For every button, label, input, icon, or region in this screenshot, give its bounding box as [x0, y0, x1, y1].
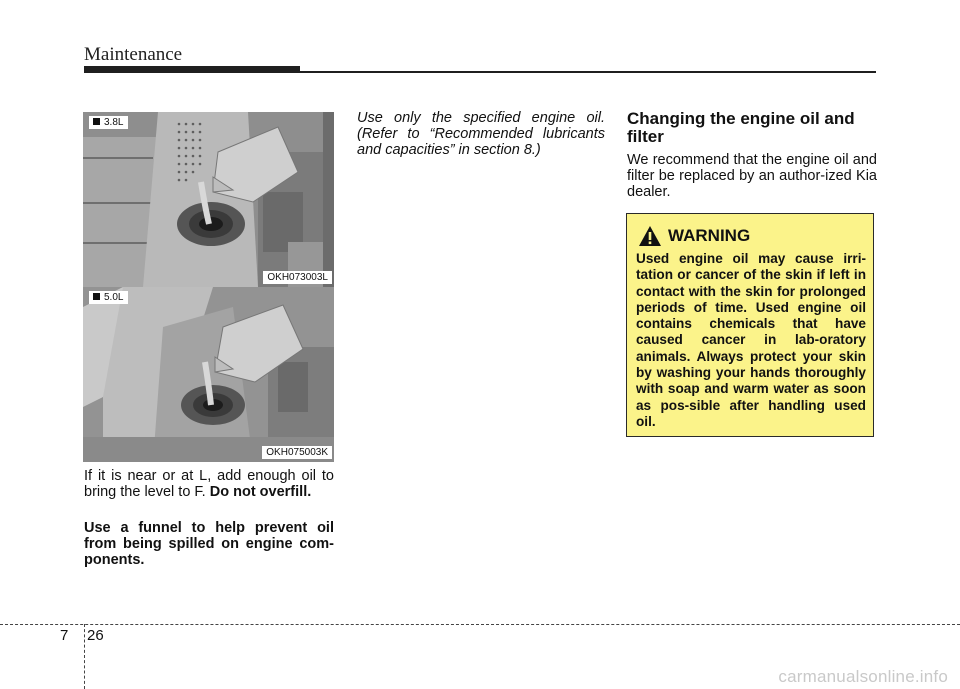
engine-illustration-5-0l: [83, 287, 334, 462]
engine-variant-text: 3.8L: [104, 117, 124, 128]
engine-variant-text: 5.0L: [104, 292, 124, 303]
engine-variant-label: [89, 291, 128, 304]
warning-title: WARNING: [668, 226, 751, 245]
oil-level-paragraph: [84, 468, 334, 500]
chapter-number: 7: [60, 627, 69, 644]
engine-illustration-3-8l: [83, 112, 334, 287]
bullet-square-icon: [93, 118, 100, 125]
section-title: Maintenance: [84, 44, 183, 65]
page-number: 26: [87, 627, 104, 644]
engine-oil-fill-illustration-5-0l: [83, 287, 334, 462]
footer-vertical-divider: [84, 624, 85, 689]
oil-level-instruction: If it is near or at L, add enough oil to bring the level to F.: [84, 468, 334, 500]
recommendation-paragraph: We recommend that the engine oil and filter be replaced by an author-ized Kia dealer.: [627, 152, 877, 200]
engine-oil-fill-illustration-3-8l: [83, 112, 334, 287]
header-rule: [300, 71, 876, 73]
specified-oil-note: Use only the specified engine oil. (Refer to “Recommended lubricants and capacities” in section 8.): [357, 110, 605, 158]
watermark: carmanualsonline.info: [778, 667, 948, 686]
warning-box: [626, 213, 874, 437]
bullet-square-icon: [93, 293, 100, 300]
header-bar: [84, 66, 300, 73]
funnel-paragraph: Use a funnel to help prevent oil from being spilled on engine com-ponents.: [84, 520, 334, 568]
footer-divider: [0, 624, 960, 625]
engine-variant-label: [89, 116, 128, 129]
warning-triangle-icon: [638, 225, 662, 247]
warning-text: Used engine oil may cause irri-tation or cancer of the skin if left in contact with the skin for prolonged periods of time. Used engine oil contains chemicals that have caused cancer in lab-oratory animals. Always protect your skin by washing your hands thoroughly with soap and warm water as soon as pos-sible after handling used oil.: [636, 251, 866, 429]
figure-code: OKH075003K: [262, 446, 332, 459]
figure-code: OKH073003L: [263, 271, 332, 284]
section-heading: Changing the engine oil and filter: [627, 109, 855, 146]
do-not-overfill-warning: Do not overfill.: [209, 484, 312, 500]
